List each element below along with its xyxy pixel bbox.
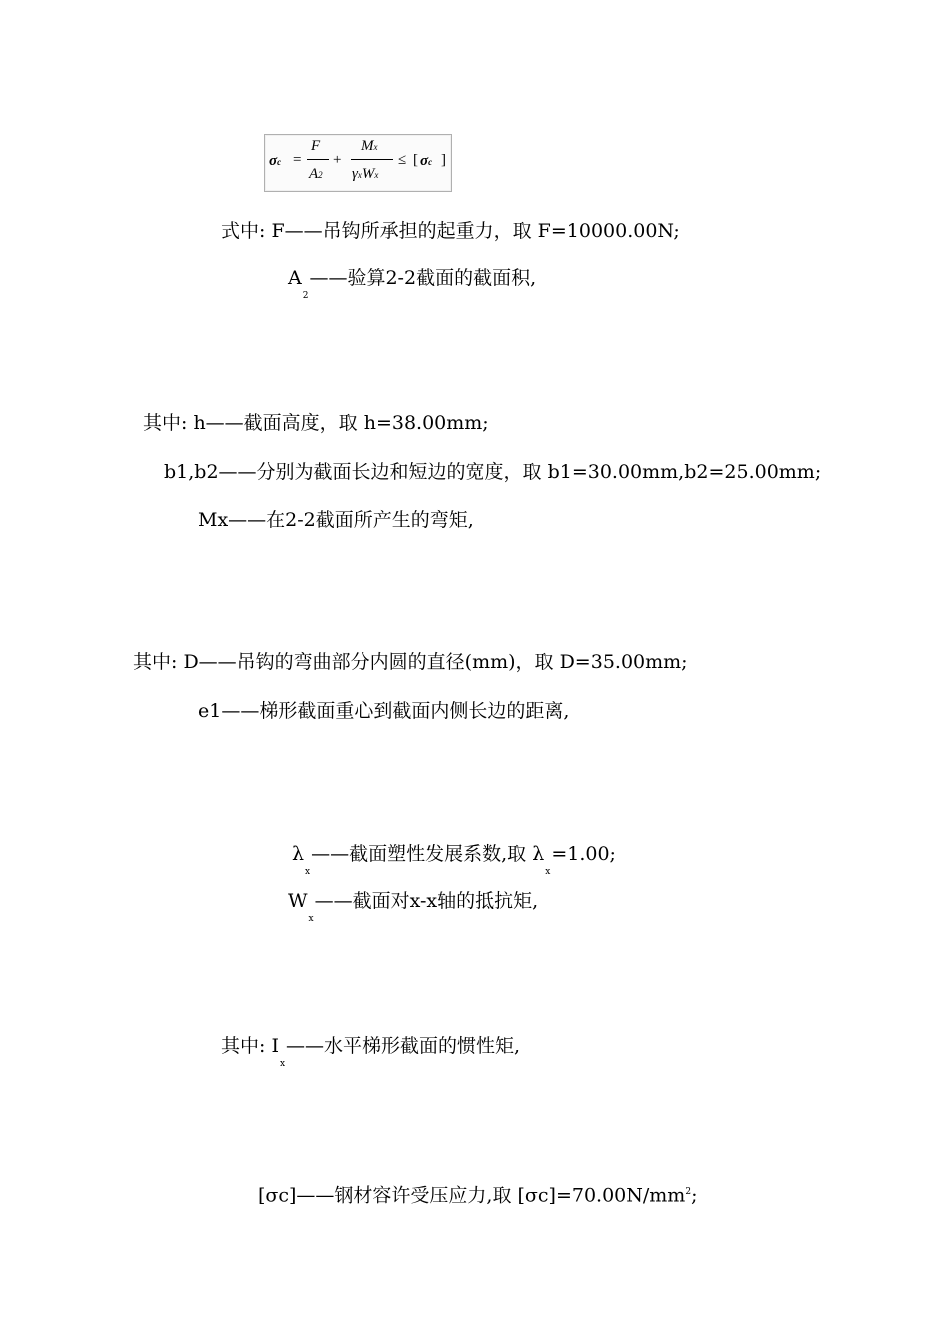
- formula-plus: +: [333, 152, 342, 168]
- text-line-b1-b2: b1,b2——分别为截面长边和短边的宽度，取 b1=30.00mm,b2=25.00mm;: [164, 461, 822, 483]
- text-line-D: 其中: D——吊钩的弯曲部分内圆的直径(mm)，取 D=35.00mm;: [133, 651, 688, 673]
- text-line-Wx: $W_x——$截面对x-x轴的抵抗矩,: [288, 890, 539, 924]
- formula-equals: =: [293, 152, 302, 168]
- formula-sigma-c-allow: σc: [420, 153, 433, 169]
- text-line-A2: $A_2——$验算2-2截面的截面积,: [288, 267, 537, 301]
- formula-A2: A2: [309, 166, 323, 182]
- text-line-sigma-c: [σc]——钢材容许受压应力,取 $[\sigma c]=70.00N/mm^2$;: [258, 1184, 698, 1207]
- fraction-bar-2: [351, 159, 393, 160]
- formula-bracket-left: [: [413, 152, 418, 168]
- formula-F: F: [311, 138, 321, 154]
- formula-le: ≤: [398, 152, 407, 168]
- text-line-lambda: $\lambda_x——$截面塑性发展系数,取 $\lambda_x=1.00$;: [292, 843, 616, 877]
- text-line-Ix: 其中: $I_x——$水平梯形截面的惯性矩,: [221, 1035, 521, 1069]
- text-line-h: 其中: h——截面高度，取 h=38.00mm;: [143, 412, 489, 434]
- formula-Mx: Mx: [361, 138, 378, 154]
- formula-gamma-Wx: γxWx: [352, 166, 379, 182]
- text-line-e1: e1——梯形截面重心到截面内侧长边的距离,: [198, 700, 570, 722]
- formula-sigma-c: σc: [269, 153, 282, 169]
- text-line-F: 式中: F——吊钩所承担的起重力，取 F=10000.00N;: [221, 220, 680, 242]
- text-line-Mx: Mx——在2-2截面所产生的弯矩,: [198, 509, 474, 531]
- formula-bracket-right: ]: [441, 152, 446, 168]
- stress-formula: [264, 134, 452, 192]
- fraction-bar-1: [307, 159, 329, 160]
